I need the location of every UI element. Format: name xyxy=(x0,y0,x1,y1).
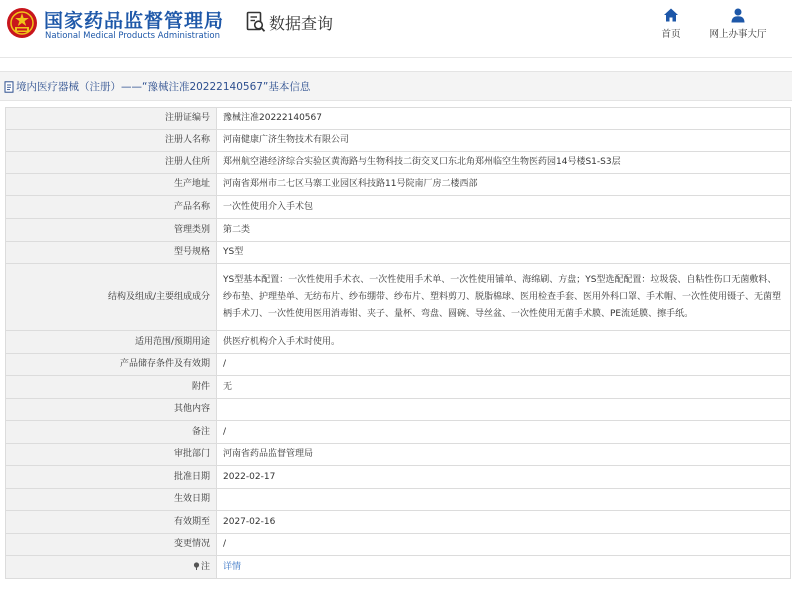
field-label: 注 xyxy=(200,561,210,572)
field-value: 河南省郑州市二七区马寨工业园区科技路11号院南厂房二楼西部 xyxy=(217,174,791,196)
site-header xyxy=(0,0,792,58)
table-row xyxy=(6,489,791,511)
table-row xyxy=(6,242,791,264)
breadcrumb-text: 境内医疗器械（注册）——“豫械注准20222140567”基本信息 xyxy=(16,81,311,93)
field-value: 2027-02-16 xyxy=(217,511,791,534)
field-value: 河南省药品监督管理局 xyxy=(217,444,791,466)
field-value xyxy=(217,399,791,421)
field-label: 批准日期 xyxy=(6,466,217,489)
field-value: / xyxy=(217,534,791,556)
national-emblem-icon xyxy=(6,7,38,39)
field-value: 第二类 xyxy=(217,219,791,242)
table-row xyxy=(6,196,791,219)
table-row xyxy=(6,399,791,421)
field-value xyxy=(217,556,791,579)
field-label: 注册人名称 xyxy=(6,130,217,152)
field-value: 郑州航空港经济综合实验区黄海路与生物科技二街交叉口东北角郑州临空生物医药园14号楼S1-S3层 xyxy=(217,152,791,174)
table-row xyxy=(6,511,791,534)
table-row xyxy=(6,108,791,130)
field-label: 生效日期 xyxy=(6,489,217,511)
field-value: 河南健康广济生物技术有限公司 xyxy=(217,130,791,152)
data-query-icon xyxy=(246,11,266,33)
table-row xyxy=(6,354,791,376)
nav-service-hall-link[interactable] xyxy=(704,7,772,47)
table-row xyxy=(6,174,791,196)
table-row xyxy=(6,152,791,174)
field-value: YS型基本配置：一次性使用手术衣、一次性使用手术单、一次性使用铺单、海绵刷、方盘；YS型选配配置：垃圾袋、自粘性伤口无菌敷料、纱布垫、护理垫单、无纺布片、纱布绷带、纱布片、塑料剪刀、脱脂棉球、医用检查手套、医用外科口罩、手术帽、一次性使用镊子、无菌塑柄手术刀、一次性使用医用消毒钳、夹子、量杯、弯盘、圆碗、导丝盆、一次性使用无菌手术膜、PE流延膜、擦手纸。 xyxy=(217,264,791,331)
user-icon xyxy=(730,7,746,23)
page-title: 数据查询 xyxy=(269,14,334,33)
table-row xyxy=(6,444,791,466)
nav-home-label: 首页 xyxy=(661,29,681,40)
table-row xyxy=(6,219,791,242)
table-row xyxy=(6,376,791,399)
field-label: 变更情况 xyxy=(6,534,217,556)
nav-service-label: 网上办事大厅 xyxy=(709,29,767,40)
field-label: 其他内容 xyxy=(6,399,217,421)
field-value: 豫械注准20222140567 xyxy=(217,108,791,130)
field-value: 无 xyxy=(217,376,791,399)
details-link[interactable]: 详情 xyxy=(223,561,242,572)
field-value: YS型 xyxy=(217,242,791,264)
field-label: 注册证编号 xyxy=(6,108,217,130)
breadcrumb xyxy=(0,71,792,101)
field-value: / xyxy=(217,421,791,444)
home-icon xyxy=(663,7,679,23)
device-info-table xyxy=(5,107,791,579)
field-label: 备注 xyxy=(6,421,217,444)
field-label: 型号规格 xyxy=(6,242,217,264)
field-label: 适用范围/预期用途 xyxy=(6,331,217,354)
field-value: 2022-02-17 xyxy=(217,466,791,489)
brand-title-cn: 国家药品监督管理局 xyxy=(44,10,225,32)
field-label-note xyxy=(6,556,217,579)
table-row xyxy=(6,421,791,444)
pin-icon xyxy=(193,562,200,570)
table-row xyxy=(6,264,791,331)
field-value: / xyxy=(217,354,791,376)
field-value: 一次性使用介入手术包 xyxy=(217,196,791,219)
field-label: 注册人住所 xyxy=(6,152,217,174)
field-label: 附件 xyxy=(6,376,217,399)
field-value xyxy=(217,489,791,511)
field-label: 产品名称 xyxy=(6,196,217,219)
nav-home-link[interactable] xyxy=(654,7,688,47)
field-label: 管理类别 xyxy=(6,219,217,242)
document-icon xyxy=(4,81,15,93)
field-label: 有效期至 xyxy=(6,511,217,534)
field-label: 结构及组成/主要组成成分 xyxy=(6,264,217,331)
table-row xyxy=(6,331,791,354)
field-value: 供医疗机构介入手术时使用。 xyxy=(217,331,791,354)
field-label: 生产地址 xyxy=(6,174,217,196)
brand-title-en: National Medical Products Administration xyxy=(45,31,220,41)
table-row xyxy=(6,556,791,579)
field-label: 产品储存条件及有效期 xyxy=(6,354,217,376)
table-row xyxy=(6,534,791,556)
table-row xyxy=(6,466,791,489)
field-label: 审批部门 xyxy=(6,444,217,466)
table-row xyxy=(6,130,791,152)
